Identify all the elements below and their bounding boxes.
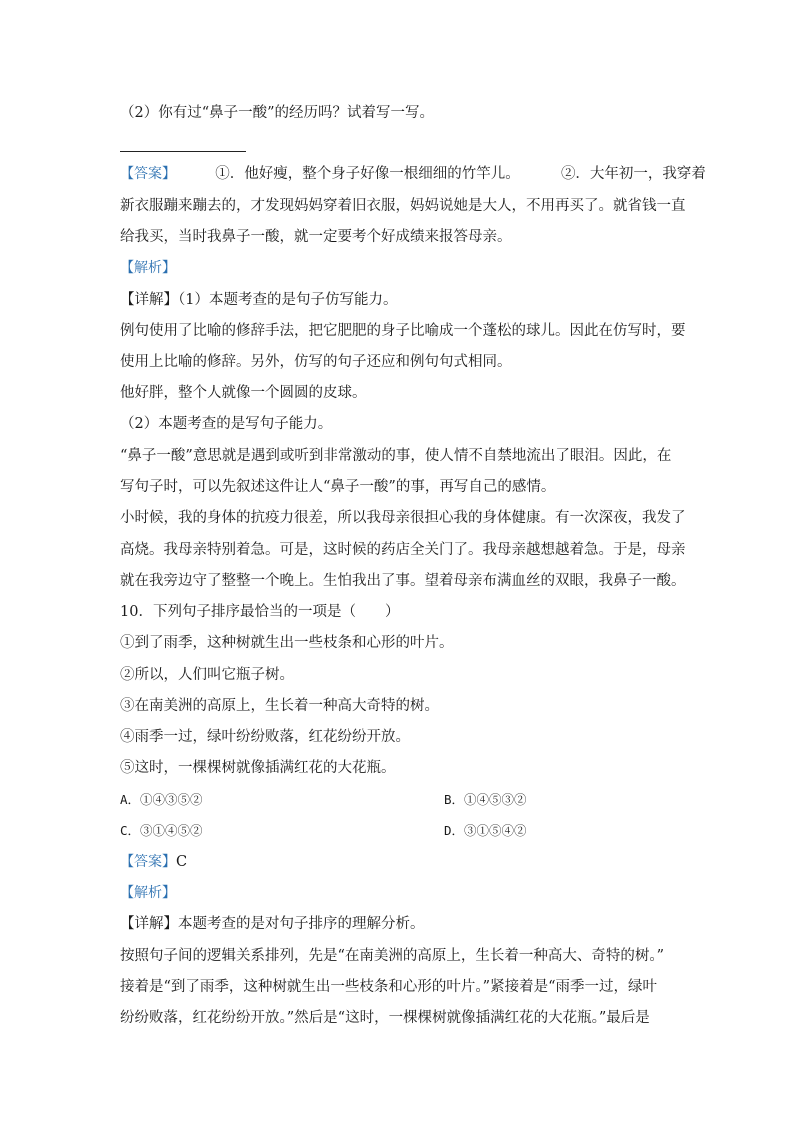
- answer-line-q10: [120, 852, 187, 872]
- question-sub2: （2）你有过“鼻子一酸”的经历吗？试着写一写。: [120, 105, 435, 121]
- detail-line-3: 使用上比喻的修辞。另外，仿写的句子还应和例句句式相同。: [120, 354, 512, 370]
- sentence-4: ④雨季一过，绿叶纷纷败落，红花纷纷开放。: [120, 729, 410, 745]
- detail2-line-2: 按照句子间的逻辑关系排列，先是“在南美洲的高原上，生长着一种高大、奇特的树。”: [120, 948, 665, 964]
- detail2-line-4: 纷纷败落，红花纷纷开放。”然后是“这时，一棵棵树就像插满红花的大花瓶。”最后是: [120, 1010, 650, 1026]
- sentence-2: ②所以，人们叫它瓶子树。: [120, 667, 294, 683]
- answer-line-3: 给我买，当时我鼻子一酸，就一定要考个好成绩来报答母亲。: [120, 229, 512, 245]
- answer-tag: 【答案】: [120, 854, 176, 870]
- analysis-tag-2: 【解析】: [120, 885, 176, 901]
- detail-line-4: 他好胖，整个人就像一个圆圆的皮球。: [120, 385, 367, 401]
- detail-tag: 【详解】: [120, 916, 178, 932]
- answer-blank-line: [120, 151, 246, 152]
- sentence-3: ③在南美洲的高原上，生长着一种高大奇特的树。: [120, 698, 439, 714]
- detail-tag: 【详解】: [120, 292, 178, 308]
- detail-line-10: 就在我旁边守了整整一个晚上。生怕我出了事。望着母亲布满血丝的双眼，我鼻子一酸。: [120, 573, 686, 589]
- option-d[interactable]: D．③①⑤④②: [444, 823, 527, 838]
- answer-line-1: [120, 164, 706, 184]
- detail-line-8: 小时候，我的身体的抗疫力很差，所以我母亲很担心我的身体健康。有一次深夜，我发了: [120, 510, 686, 526]
- detail2-line-3: 接着是“到了雨季，这种树就生出一些枝条和心形的叶片。”紧接着是“雨季一过，绿叶: [120, 979, 657, 995]
- detail-line-1: [120, 290, 397, 310]
- detail-text: 本题考查的是对句子排序的理解分析。: [178, 916, 425, 932]
- analysis-tag-1: 【解析】: [120, 260, 176, 276]
- question-stem: 10．下列句子排序最恰当的一项是（ ）: [120, 604, 400, 620]
- answer-tag: 【答案】: [120, 166, 176, 182]
- answer-value: C: [176, 854, 188, 870]
- answer-part-1: ①．他好瘦，整个身子好像一根细细的竹竿儿。: [215, 166, 520, 182]
- answer-line-2: 新衣服蹦来蹦去的，才发现妈妈穿着旧衣服，妈妈说她是大人，不用再买了。就省钱一直: [120, 198, 686, 214]
- option-a[interactable]: A．①④③⑤②: [120, 792, 203, 807]
- sentence-1: ①到了雨季，这种树就生出一些枝条和心形的叶片。: [120, 635, 454, 651]
- detail-line-9: 高烧。我母亲特别着急。可是，这时候的药店全关门了。我母亲越想越着急。于是，母亲: [120, 542, 686, 558]
- detail2-line-1: [120, 914, 425, 934]
- answer-part-2: ②．大年初一，我穿着: [560, 166, 706, 182]
- option-b[interactable]: B．①④⑤③②: [444, 792, 527, 807]
- detail-line-2: 例句使用了比喻的修辞手法，把它肥肥的身子比喻成一个蓬松的球儿。因此在仿写时，要: [120, 323, 686, 339]
- sentence-5: ⑤这时，一棵棵树就像插满红花的大花瓶。: [120, 760, 396, 776]
- detail-text: （1）本题考查的是句子仿写能力。: [178, 292, 398, 308]
- option-c[interactable]: C．③①④⑤②: [120, 823, 203, 838]
- detail-line-7: 写句子时，可以先叙述这件让人“鼻子一酸”的事，再写自己的感情。: [120, 479, 556, 495]
- detail-line-6: “鼻子一酸”意思就是遇到或听到非常激动的事，使人情不自禁地流出了眼泪。因此，在: [120, 448, 672, 464]
- detail-line-5: （2）本题考查的是写句子能力。: [120, 416, 333, 432]
